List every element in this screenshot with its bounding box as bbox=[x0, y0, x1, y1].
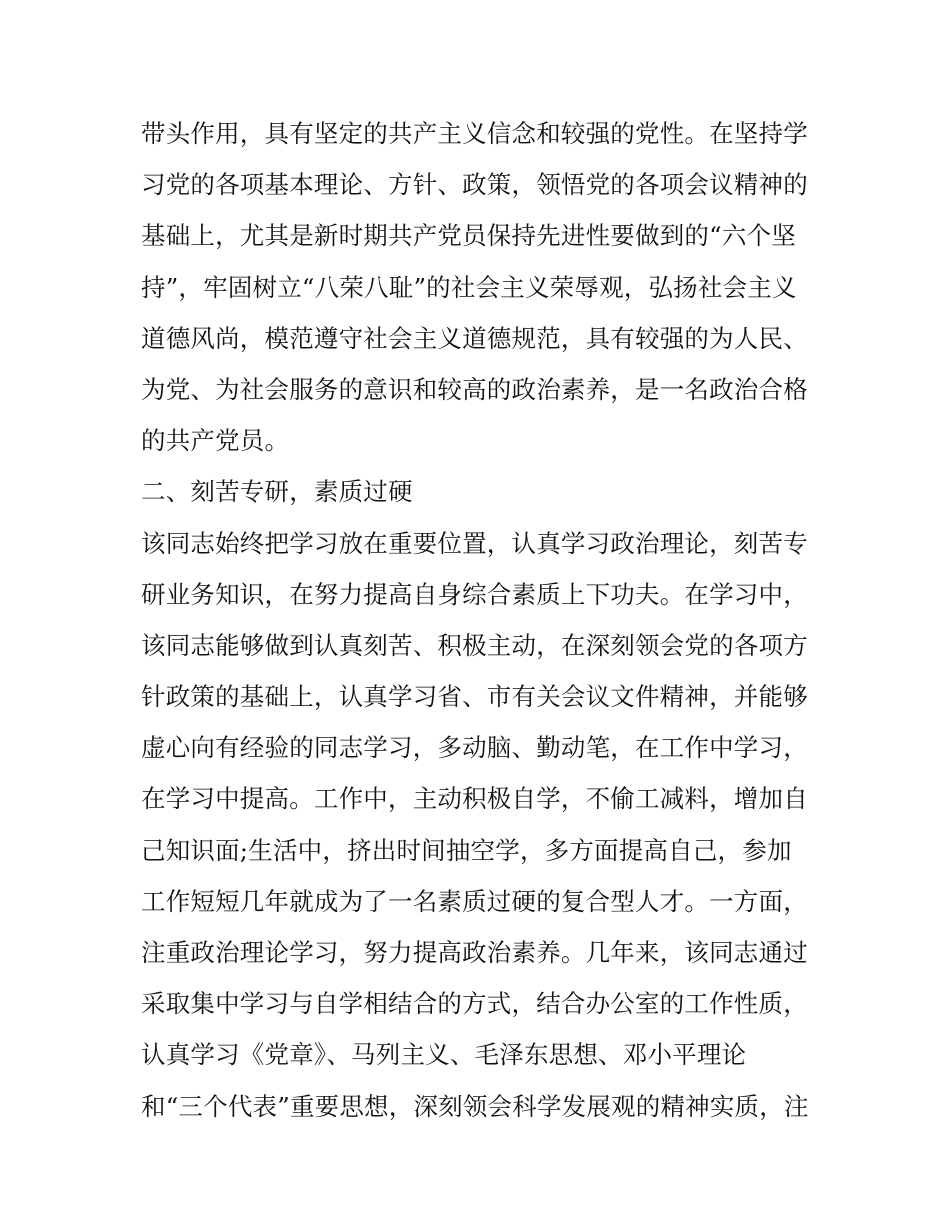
text-line: 持”，牢固树立“八荣八耻”的社会主义荣辱观，弘扬社会主义 bbox=[141, 272, 797, 302]
text-line: 为党、为社会服务的意识和较高的政治素养，是一名政治合格 bbox=[141, 374, 808, 404]
text-line: 道德风尚，模范遵守社会主义道德规范，具有较强的为人民、 bbox=[141, 323, 808, 353]
text-line: 注重政治理论学习，努力提高政治素养。几年来，该同志通过 bbox=[141, 938, 808, 967]
section-heading: 二、刻苦专研，素质过硬 bbox=[141, 477, 413, 507]
text-line: 在学习中提高。工作中，主动积极自学，不偷工减料，增加自 bbox=[141, 784, 808, 814]
text-line: 己知识面;生活中，挤出时间抽空学，多方面提高自己，参加 bbox=[141, 835, 792, 865]
text-line: 虚心向有经验的同志学习，多动脑、勤动笔，在工作中学习， bbox=[141, 733, 808, 763]
text-line: 该同志始终把学习放在重要位置，认真学习政治理论，刻苦专 bbox=[141, 528, 808, 558]
text-line: 认真学习《党章》、马列主义、毛泽东思想、邓小平理论 bbox=[141, 1040, 747, 1070]
text-line: 采取集中学习与自学相结合的方式，结合办公室的工作性质， bbox=[141, 989, 808, 1019]
body-text bbox=[141, 108, 821, 1132]
text-line: 和“三个代表”重要思想，深刻领会科学发展观的精神实质，注 bbox=[141, 1091, 809, 1121]
text-line: 工作短短几年就成为了一名素质过硬的复合型人才。一方面， bbox=[141, 886, 808, 916]
text-line: 该同志能够做到认真刻苦、积极主动，在深刻领会党的各项方 bbox=[141, 630, 808, 660]
text-line: 基础上，尤其是新时期共产党员保持先进性要做到的“六个坚 bbox=[141, 221, 796, 251]
text-line: 研业务知识，在努力提高自身综合素质上下功夫。在学习中， bbox=[141, 579, 808, 609]
text-line: 习党的各项基本理论、方针、政策，领悟党的各项会议精神的 bbox=[141, 170, 808, 200]
text-line: 的共产党员。 bbox=[141, 426, 290, 456]
text-line: 针政策的基础上，认真学习省、市有关会议文件精神，并能够 bbox=[141, 682, 808, 712]
text-line: 带头作用，具有坚定的共产主义信念和较强的党性。在坚持学 bbox=[141, 119, 808, 148]
